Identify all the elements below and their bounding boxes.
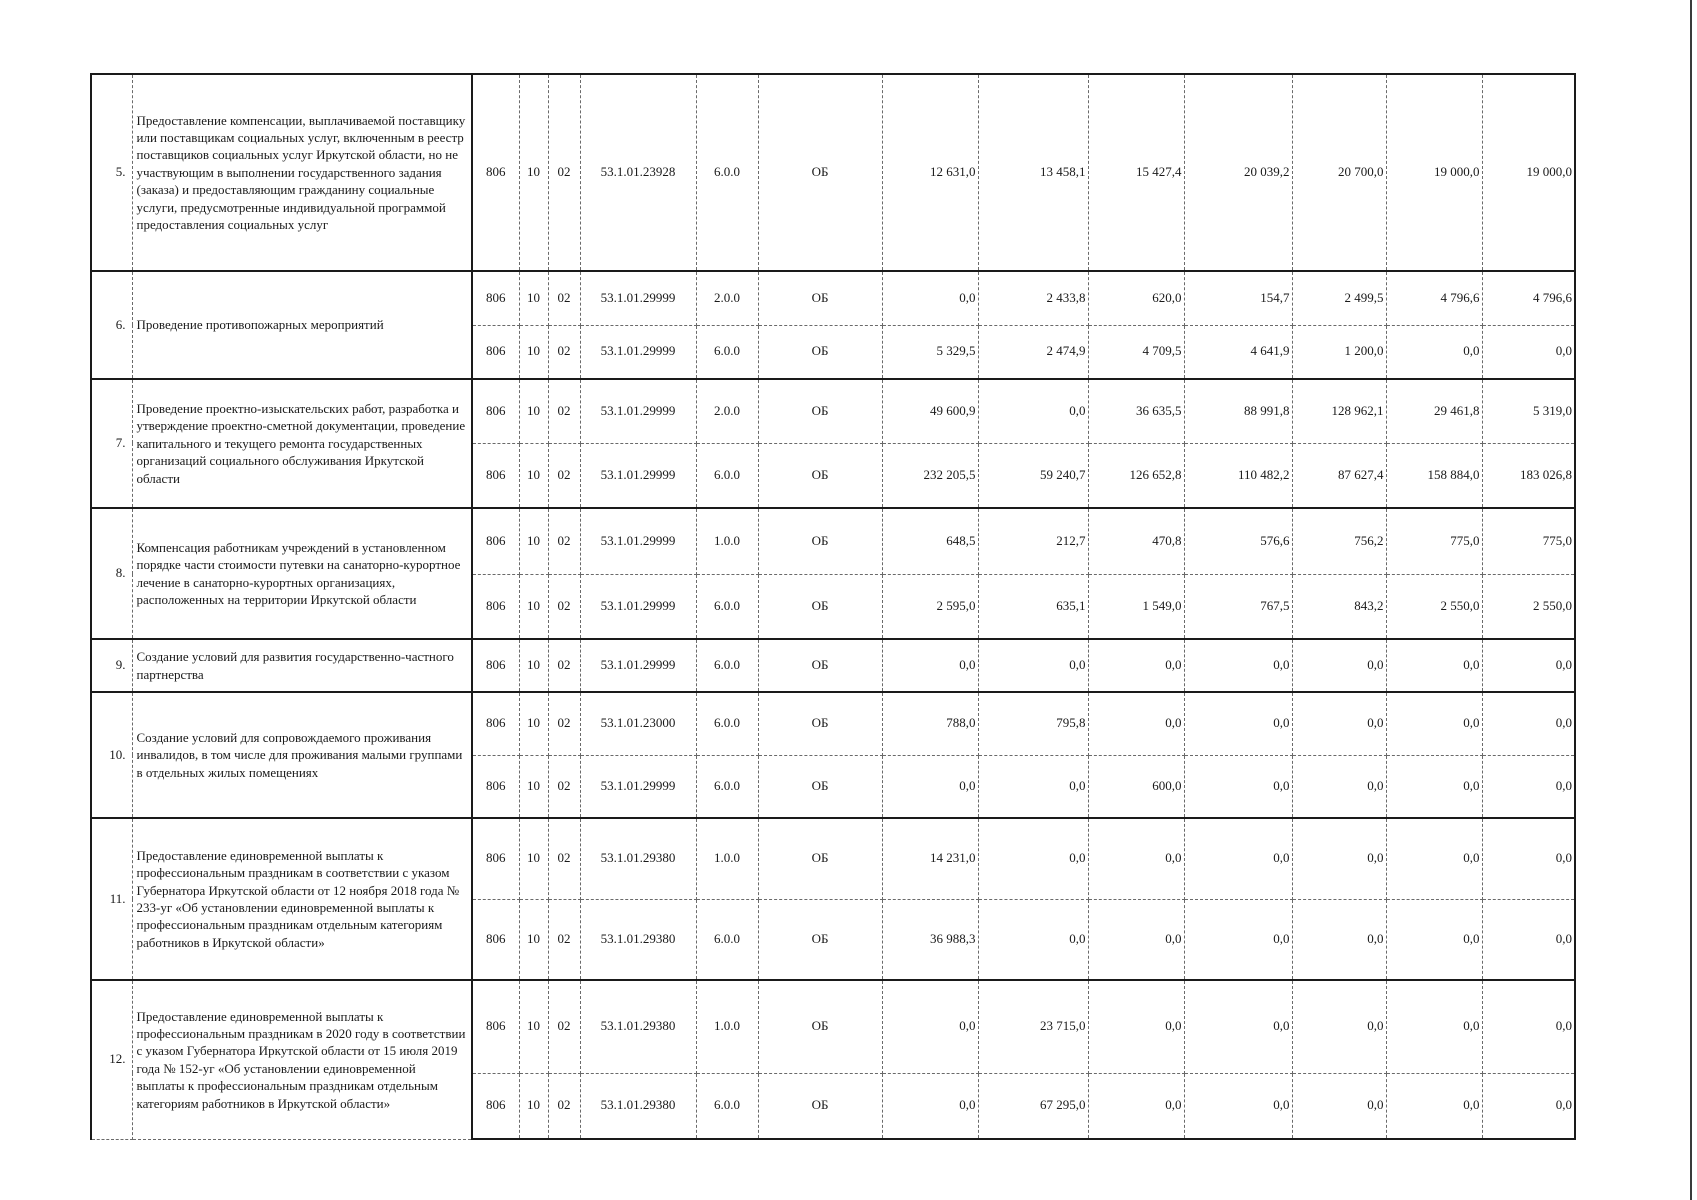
amount-cell: 19 000,0 — [1386, 74, 1482, 271]
grbs-code: 806 — [472, 574, 519, 639]
amount-cell: 576,6 — [1184, 508, 1292, 574]
amount-cell: 0,0 — [1088, 639, 1184, 692]
amount-cell: 4 796,6 — [1386, 271, 1482, 325]
subsection-code: 02 — [548, 980, 580, 1073]
subsection-code: 02 — [548, 508, 580, 574]
funding-source: ОБ — [758, 574, 882, 639]
expense-type-code: 1.0.0 — [696, 508, 758, 574]
target-article-code: 53.1.01.29380 — [580, 818, 696, 899]
amount-cell: 0,0 — [1292, 899, 1386, 980]
grbs-code: 806 — [472, 692, 519, 755]
amount-cell: 20 039,2 — [1184, 74, 1292, 271]
amount-cell: 843,2 — [1292, 574, 1386, 639]
section-code: 10 — [519, 574, 548, 639]
amount-cell: 0,0 — [1184, 755, 1292, 818]
section-code: 10 — [519, 325, 548, 379]
amount-cell: 1 200,0 — [1292, 325, 1386, 379]
funding-source: ОБ — [758, 74, 882, 271]
amount-cell: 0,0 — [1482, 980, 1575, 1073]
amount-cell: 0,0 — [1482, 325, 1575, 379]
funding-source: ОБ — [758, 899, 882, 980]
amount-cell: 2 550,0 — [1386, 574, 1482, 639]
amount-cell: 0,0 — [1088, 980, 1184, 1073]
target-article-code: 53.1.01.29999 — [580, 271, 696, 325]
subsection-code: 02 — [548, 74, 580, 271]
row-number: 11. — [91, 818, 132, 980]
amount-cell: 128 962,1 — [1292, 379, 1386, 443]
section-code: 10 — [519, 980, 548, 1073]
amount-cell: 795,8 — [978, 692, 1088, 755]
row-number: 7. — [91, 379, 132, 508]
amount-cell: 0,0 — [882, 639, 978, 692]
budget-document — [90, 73, 1576, 1140]
section-code: 10 — [519, 508, 548, 574]
expense-type-code: 1.0.0 — [696, 818, 758, 899]
amount-cell: 158 884,0 — [1386, 443, 1482, 508]
amount-cell: 0,0 — [1088, 818, 1184, 899]
row-number: 6. — [91, 271, 132, 379]
table-row — [91, 271, 1575, 325]
amount-cell: 0,0 — [978, 818, 1088, 899]
amount-cell: 14 231,0 — [882, 818, 978, 899]
amount-cell: 15 427,4 — [1088, 74, 1184, 271]
section-code: 10 — [519, 899, 548, 980]
section-code: 10 — [519, 1073, 548, 1139]
subsection-code: 02 — [548, 574, 580, 639]
subsection-code: 02 — [548, 818, 580, 899]
section-code: 10 — [519, 271, 548, 325]
amount-cell: 0,0 — [1386, 899, 1482, 980]
amount-cell: 87 627,4 — [1292, 443, 1386, 508]
amount-cell: 2 499,5 — [1292, 271, 1386, 325]
table-row — [91, 379, 1575, 443]
funding-source: ОБ — [758, 755, 882, 818]
amount-cell: 0,0 — [1482, 755, 1575, 818]
target-article-code: 53.1.01.29999 — [580, 639, 696, 692]
amount-cell: 29 461,8 — [1386, 379, 1482, 443]
funding-source: ОБ — [758, 1073, 882, 1139]
expense-type-code: 2.0.0 — [696, 379, 758, 443]
amount-cell: 470,8 — [1088, 508, 1184, 574]
amount-cell: 0,0 — [1386, 692, 1482, 755]
amount-cell: 0,0 — [1088, 899, 1184, 980]
amount-cell: 19 000,0 — [1482, 74, 1575, 271]
amount-cell: 0,0 — [882, 980, 978, 1073]
expense-type-code: 6.0.0 — [696, 574, 758, 639]
table-row — [91, 692, 1575, 755]
amount-cell: 0,0 — [1386, 325, 1482, 379]
amount-cell: 49 600,9 — [882, 379, 978, 443]
amount-cell: 0,0 — [1292, 1073, 1386, 1139]
amount-cell: 2 474,9 — [978, 325, 1088, 379]
amount-cell: 2 595,0 — [882, 574, 978, 639]
subsection-code: 02 — [548, 443, 580, 508]
grbs-code: 806 — [472, 379, 519, 443]
amount-cell: 0,0 — [882, 755, 978, 818]
funding-source: ОБ — [758, 508, 882, 574]
amount-cell: 232 205,5 — [882, 443, 978, 508]
funding-source: ОБ — [758, 271, 882, 325]
expense-type-code: 1.0.0 — [696, 980, 758, 1073]
amount-cell: 0,0 — [1088, 692, 1184, 755]
amount-cell: 110 482,2 — [1184, 443, 1292, 508]
grbs-code: 806 — [472, 755, 519, 818]
amount-cell: 648,5 — [882, 508, 978, 574]
subsection-code: 02 — [548, 271, 580, 325]
row-number: 9. — [91, 639, 132, 692]
grbs-code: 806 — [472, 271, 519, 325]
target-article-code: 53.1.01.29999 — [580, 574, 696, 639]
amount-cell: 23 715,0 — [978, 980, 1088, 1073]
target-article-code: 53.1.01.23000 — [580, 692, 696, 755]
table-row — [91, 980, 1575, 1073]
section-code: 10 — [519, 443, 548, 508]
amount-cell: 36 635,5 — [1088, 379, 1184, 443]
row-number: 8. — [91, 508, 132, 639]
activity-name: Проведение проектно-изыскательских работ, разработка и утверждение проектно-сметной документации, проведение капитального и текущего ремонта государственных организаций социального обслуживания Иркутской области — [132, 379, 472, 508]
amount-cell: 0,0 — [1482, 639, 1575, 692]
target-article-code: 53.1.01.29999 — [580, 379, 696, 443]
amount-cell: 0,0 — [1184, 1073, 1292, 1139]
amount-cell: 635,1 — [978, 574, 1088, 639]
table-row — [91, 508, 1575, 574]
row-number: 12. — [91, 980, 132, 1139]
amount-cell: 212,7 — [978, 508, 1088, 574]
row-number: 5. — [91, 74, 132, 271]
amount-cell: 88 991,8 — [1184, 379, 1292, 443]
funding-source: ОБ — [758, 639, 882, 692]
amount-cell: 67 295,0 — [978, 1073, 1088, 1139]
grbs-code: 806 — [472, 899, 519, 980]
expense-type-code: 2.0.0 — [696, 271, 758, 325]
section-code: 10 — [519, 692, 548, 755]
amount-cell: 0,0 — [1386, 980, 1482, 1073]
amount-cell: 756,2 — [1292, 508, 1386, 574]
subsection-code: 02 — [548, 325, 580, 379]
funding-source: ОБ — [758, 325, 882, 379]
amount-cell: 126 652,8 — [1088, 443, 1184, 508]
activity-name: Создание условий для развития государственно-частного партнерства — [132, 639, 472, 692]
target-article-code: 53.1.01.29380 — [580, 1073, 696, 1139]
amount-cell: 0,0 — [1386, 639, 1482, 692]
amount-cell: 0,0 — [1386, 818, 1482, 899]
subsection-code: 02 — [548, 639, 580, 692]
amount-cell: 0,0 — [1184, 692, 1292, 755]
page-edge-line — [1690, 0, 1692, 1200]
subsection-code: 02 — [548, 899, 580, 980]
activity-name: Создание условий для сопровождаемого проживания инвалидов, в том числе для проживания малыми группами в отдельных жилых помещениях — [132, 692, 472, 818]
amount-cell: 20 700,0 — [1292, 74, 1386, 271]
activity-name: Проведение противопожарных мероприятий — [132, 271, 472, 379]
amount-cell: 0,0 — [882, 271, 978, 325]
grbs-code: 806 — [472, 1073, 519, 1139]
grbs-code: 806 — [472, 325, 519, 379]
amount-cell: 0,0 — [1482, 818, 1575, 899]
grbs-code: 806 — [472, 74, 519, 271]
expense-type-code: 6.0.0 — [696, 74, 758, 271]
grbs-code: 806 — [472, 818, 519, 899]
expense-type-code: 6.0.0 — [696, 325, 758, 379]
section-code: 10 — [519, 379, 548, 443]
amount-cell: 0,0 — [1184, 639, 1292, 692]
amount-cell: 0,0 — [978, 899, 1088, 980]
grbs-code: 806 — [472, 508, 519, 574]
amount-cell: 0,0 — [1292, 639, 1386, 692]
amount-cell: 4 709,5 — [1088, 325, 1184, 379]
funding-source: ОБ — [758, 980, 882, 1073]
section-code: 10 — [519, 818, 548, 899]
amount-cell: 4 796,6 — [1482, 271, 1575, 325]
funding-source: ОБ — [758, 692, 882, 755]
amount-cell: 2 550,0 — [1482, 574, 1575, 639]
amount-cell: 2 433,8 — [978, 271, 1088, 325]
amount-cell: 0,0 — [1292, 692, 1386, 755]
expense-type-code: 6.0.0 — [696, 755, 758, 818]
target-article-code: 53.1.01.29999 — [580, 508, 696, 574]
subsection-code: 02 — [548, 1073, 580, 1139]
amount-cell: 0,0 — [1088, 1073, 1184, 1139]
subsection-code: 02 — [548, 755, 580, 818]
amount-cell: 0,0 — [1292, 755, 1386, 818]
amount-cell: 0,0 — [1482, 899, 1575, 980]
amount-cell: 788,0 — [882, 692, 978, 755]
grbs-code: 806 — [472, 639, 519, 692]
amount-cell: 0,0 — [1184, 899, 1292, 980]
amount-cell: 0,0 — [1482, 692, 1575, 755]
target-article-code: 53.1.01.29999 — [580, 443, 696, 508]
target-article-code: 53.1.01.23928 — [580, 74, 696, 271]
amount-cell: 0,0 — [1482, 1073, 1575, 1139]
expense-type-code: 6.0.0 — [696, 443, 758, 508]
amount-cell: 13 458,1 — [978, 74, 1088, 271]
amount-cell: 36 988,3 — [882, 899, 978, 980]
amount-cell: 775,0 — [1482, 508, 1575, 574]
target-article-code: 53.1.01.29999 — [580, 325, 696, 379]
amount-cell: 0,0 — [1292, 980, 1386, 1073]
activity-name: Предоставление единовременной выплаты к профессиональным праздникам в соответствии с указом Губернатора Иркутской области от 12 ноября 2018 года № 233-уг «Об установлении единовременной выплаты к профессиональным праздникам отдельным категориям работников в Иркутской области» — [132, 818, 472, 980]
amount-cell: 5 329,5 — [882, 325, 978, 379]
target-article-code: 53.1.01.29380 — [580, 899, 696, 980]
amount-cell: 767,5 — [1184, 574, 1292, 639]
amount-cell: 0,0 — [1292, 818, 1386, 899]
amount-cell: 183 026,8 — [1482, 443, 1575, 508]
activity-name: Предоставление единовременной выплаты к профессиональным праздникам в 2020 году в соответствии с указом Губернатора Иркутской области от 15 июля 2019 года № 152-уг «Об установлении единовременной выплаты к профессиональным праздникам отдельным категориям работников в Иркутской области» — [132, 980, 472, 1139]
section-code: 10 — [519, 74, 548, 271]
funding-source: ОБ — [758, 443, 882, 508]
expense-type-code: 6.0.0 — [696, 639, 758, 692]
amount-cell: 620,0 — [1088, 271, 1184, 325]
amount-cell: 0,0 — [978, 639, 1088, 692]
expense-type-code: 6.0.0 — [696, 899, 758, 980]
amount-cell: 775,0 — [1386, 508, 1482, 574]
target-article-code: 53.1.01.29999 — [580, 755, 696, 818]
subsection-code: 02 — [548, 692, 580, 755]
amount-cell: 0,0 — [882, 1073, 978, 1139]
amount-cell: 0,0 — [1184, 818, 1292, 899]
row-number: 10. — [91, 692, 132, 818]
table-row — [91, 639, 1575, 692]
table-row — [91, 74, 1575, 271]
funding-source: ОБ — [758, 818, 882, 899]
amount-cell: 0,0 — [1386, 1073, 1482, 1139]
amount-cell: 4 641,9 — [1184, 325, 1292, 379]
activity-name: Компенсация работникам учреждений в установленном порядке части стоимости путевки на санаторно-курортное лечение в санаторно-курортных организациях, расположенных на территории Иркутской области — [132, 508, 472, 639]
subsection-code: 02 — [548, 379, 580, 443]
amount-cell: 0,0 — [978, 755, 1088, 818]
section-code: 10 — [519, 755, 548, 818]
section-code: 10 — [519, 639, 548, 692]
amount-cell: 5 319,0 — [1482, 379, 1575, 443]
amount-cell: 1 549,0 — [1088, 574, 1184, 639]
amount-cell: 0,0 — [1386, 755, 1482, 818]
amount-cell: 154,7 — [1184, 271, 1292, 325]
amount-cell: 0,0 — [978, 379, 1088, 443]
budget-table — [90, 73, 1576, 1140]
amount-cell: 12 631,0 — [882, 74, 978, 271]
table-row — [91, 818, 1575, 899]
amount-cell: 600,0 — [1088, 755, 1184, 818]
grbs-code: 806 — [472, 443, 519, 508]
amount-cell: 59 240,7 — [978, 443, 1088, 508]
funding-source: ОБ — [758, 379, 882, 443]
target-article-code: 53.1.01.29380 — [580, 980, 696, 1073]
amount-cell: 0,0 — [1184, 980, 1292, 1073]
expense-type-code: 6.0.0 — [696, 692, 758, 755]
expense-type-code: 6.0.0 — [696, 1073, 758, 1139]
grbs-code: 806 — [472, 980, 519, 1073]
activity-name: Предоставление компенсации, выплачиваемой поставщику или поставщикам социальных услуг, включенным в реестр поставщиков социальных услуг Иркутской области, но не участвующим в выполнении государственного задания (заказа) и предоставляющим гражданину социальные услуги, предусмотренные индивидуальной программой предоставления социальных услуг — [132, 74, 472, 271]
